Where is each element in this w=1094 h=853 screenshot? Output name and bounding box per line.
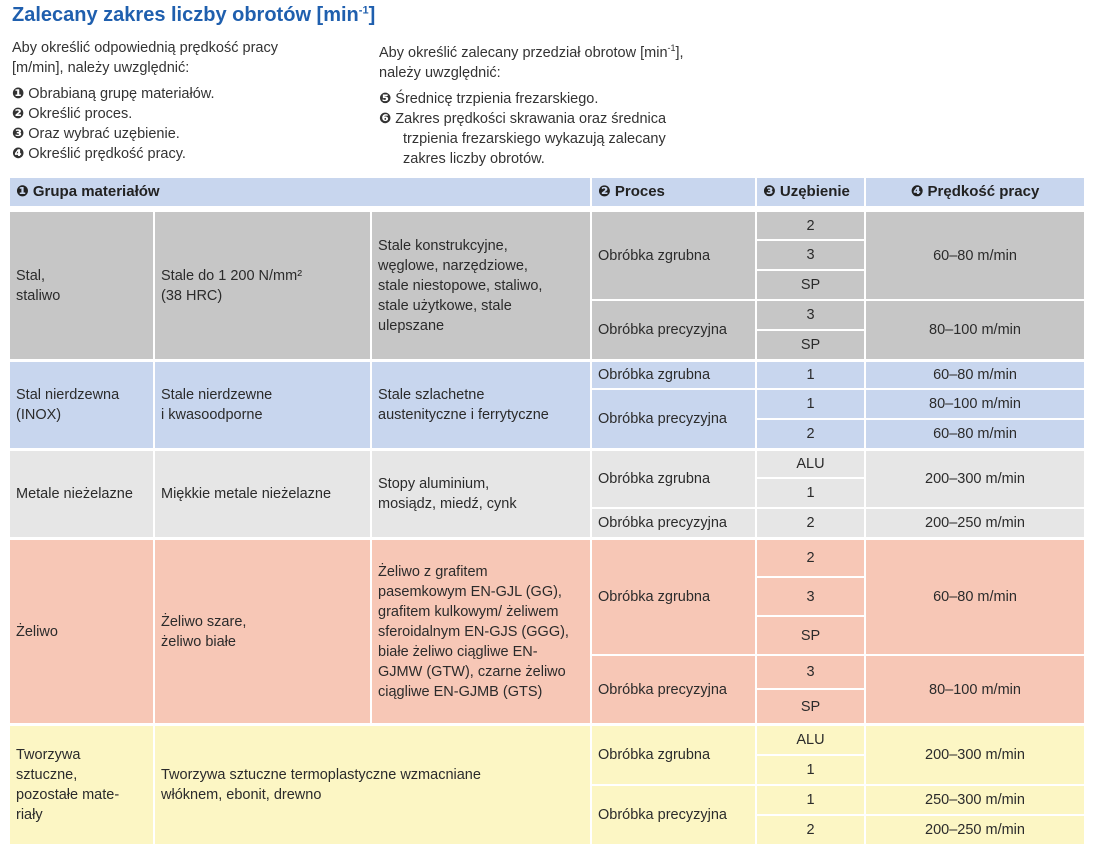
steel-teeth-1: 2 [757,212,864,239]
castiron-process-rough: Obróbka zgrubna [592,540,755,654]
nonferrous-process-precise: Obróbka precyzyjna [592,509,755,537]
castiron-teeth-4: 3 [757,656,864,688]
plastics-teeth-1: ALU [757,726,864,754]
inox-speed-1: 60–80 m/min [866,362,1084,388]
speed-table [10,178,1084,846]
steel-speed-2: 80–100 m/min [866,301,1084,359]
header-speed: ❹ Prędkość pracy [866,178,1084,206]
castiron-description: Żeliwo z grafitem pasemkowym EN-GJL (GG), grafitem kulkowym/ żeliwem sferoidalnym EN-GJS (GGG), białe żeliwo ciągliwe EN- GJMW (GTW), czarne żeliwo ciągliwe EN-GJMB (GTS) [372,540,590,723]
steel-description: Stale konstrukcyjne, węglowe, narzędziowe, stale niestopowe, staliwo, stale użytkowe, stale ulepszane [372,212,590,359]
castiron-teeth-2: 3 [757,578,864,615]
nonferrous-speed-2: 200–250 m/min [866,509,1084,537]
step-3: ❸ Oraz wybrać uzębienie. [12,126,180,142]
steel-speed-1: 60–80 m/min [866,212,1084,299]
castiron-speed-2: 80–100 m/min [866,656,1084,723]
plastics-teeth-2: 1 [757,756,864,784]
inox-speed-2: 80–100 m/min [866,390,1084,418]
inox-speed-3: 60–80 m/min [866,420,1084,448]
header-group: ❶ Grupa materiałów [10,178,590,206]
steel-teeth-4: 3 [757,301,864,329]
nonferrous-subgroup: Miękkie metale nieżelazne [155,451,370,537]
plastics-process-rough: Obróbka zgrubna [592,726,755,784]
step-6: ❻ Zakres prędkości skrawania oraz średnica [379,110,667,127]
plastics-teeth-4: 2 [757,816,864,844]
inox-description: Stale szlachetne austenityczne i ferrytyczne [372,362,590,448]
nonferrous-description: Stopy aluminium, mosiądz, miedź, cynk [372,451,590,537]
castiron-subgroup: Żeliwo szare, żeliwo białe [155,540,370,723]
castiron-speed-1: 60–80 m/min [866,540,1084,654]
castiron-teeth-1: 2 [757,540,864,576]
plastics-speed-2: 250–300 m/min [866,786,1084,814]
step-5: ❺ Średnicę trzpienia frezarskiego. [379,90,599,107]
intro-right: Aby określić zalecany przedział obrotow $[\min^{-1}]$, należy uwzględnić: ❺ Średnicę trzpienia frezarskiego. ❻ Zakres prędkości skrawania oraz średnica trzpienia frezarskiego wykazują zalecany zakres liczby obrotów. [379,38,739,169]
castiron-teeth-3: SP [757,617,864,654]
castiron-teeth-5: SP [757,690,864,723]
steel-subgroup: Stale do 1 200 N/mm² (38 HRC) [155,212,370,359]
steel-process-rough: Obróbka zgrubna [592,212,755,299]
nonferrous-speed-1: 200–300 m/min [866,451,1084,507]
nonferrous-teeth-1: ALU [757,451,864,477]
plastics-speed-3: 200–250 m/min [866,816,1084,844]
header-process: ❷ Proces [592,178,755,206]
inox-group: Stal nierdzewna (INOX) [10,362,153,448]
inox-teeth-1: 1 [757,362,864,388]
header-teeth: ❸ Uzębienie [757,178,864,206]
step-2: ❷ Określić proces. [12,106,133,122]
nonferrous-group: Metale nieżelazne [10,451,153,537]
intro-left: Aby określić odpowiednią prędkość pracy [m/min], należy uwzględnić: ❶ Obrabianą grupę materiałów. ❷ Określić proces. ❸ Oraz wybrać uzębienie. ❹ Określić prędkość pracy. [12,38,352,164]
steel-process-precise: Obróbka precyzyjna [592,301,755,359]
inox-process-precise: Obróbka precyzyjna [592,390,755,448]
plastics-description: Tworzywa sztuczne termoplastyczne wzmacniane włóknem, ebonit, drewno [155,726,590,844]
nonferrous-teeth-3: 2 [757,509,864,537]
steel-group: Stal, staliwo [10,212,153,359]
inox-subgroup: Stale nierdzewne i kwasoodporne [155,362,370,448]
inox-teeth-3: 2 [757,420,864,448]
page-title: Zalecany zakres liczby obrotów $[\min^{-1}]$ [12,4,376,26]
step-1: ❶ Obrabianą grupę materiałów. [12,86,215,102]
steel-teeth-5: SP [757,331,864,359]
plastics-speed-1: 200–300 m/min [866,726,1084,784]
inox-teeth-2: 1 [757,390,864,418]
step-4: ❹ Określić prędkość pracy. [12,146,186,162]
plastics-process-precise: Obróbka precyzyjna [592,786,755,844]
steel-teeth-2: 3 [757,241,864,269]
plastics-teeth-3: 1 [757,786,864,814]
steel-teeth-3: SP [757,271,864,299]
castiron-process-precise: Obróbka precyzyjna [592,656,755,723]
inox-process-rough: Obróbka zgrubna [592,362,755,388]
nonferrous-process-rough: Obróbka zgrubna [592,451,755,507]
plastics-group: Tworzywa sztuczne, pozostałe mate- riały [10,726,153,844]
castiron-group: Żeliwo [10,540,153,723]
nonferrous-teeth-2: 1 [757,479,864,507]
